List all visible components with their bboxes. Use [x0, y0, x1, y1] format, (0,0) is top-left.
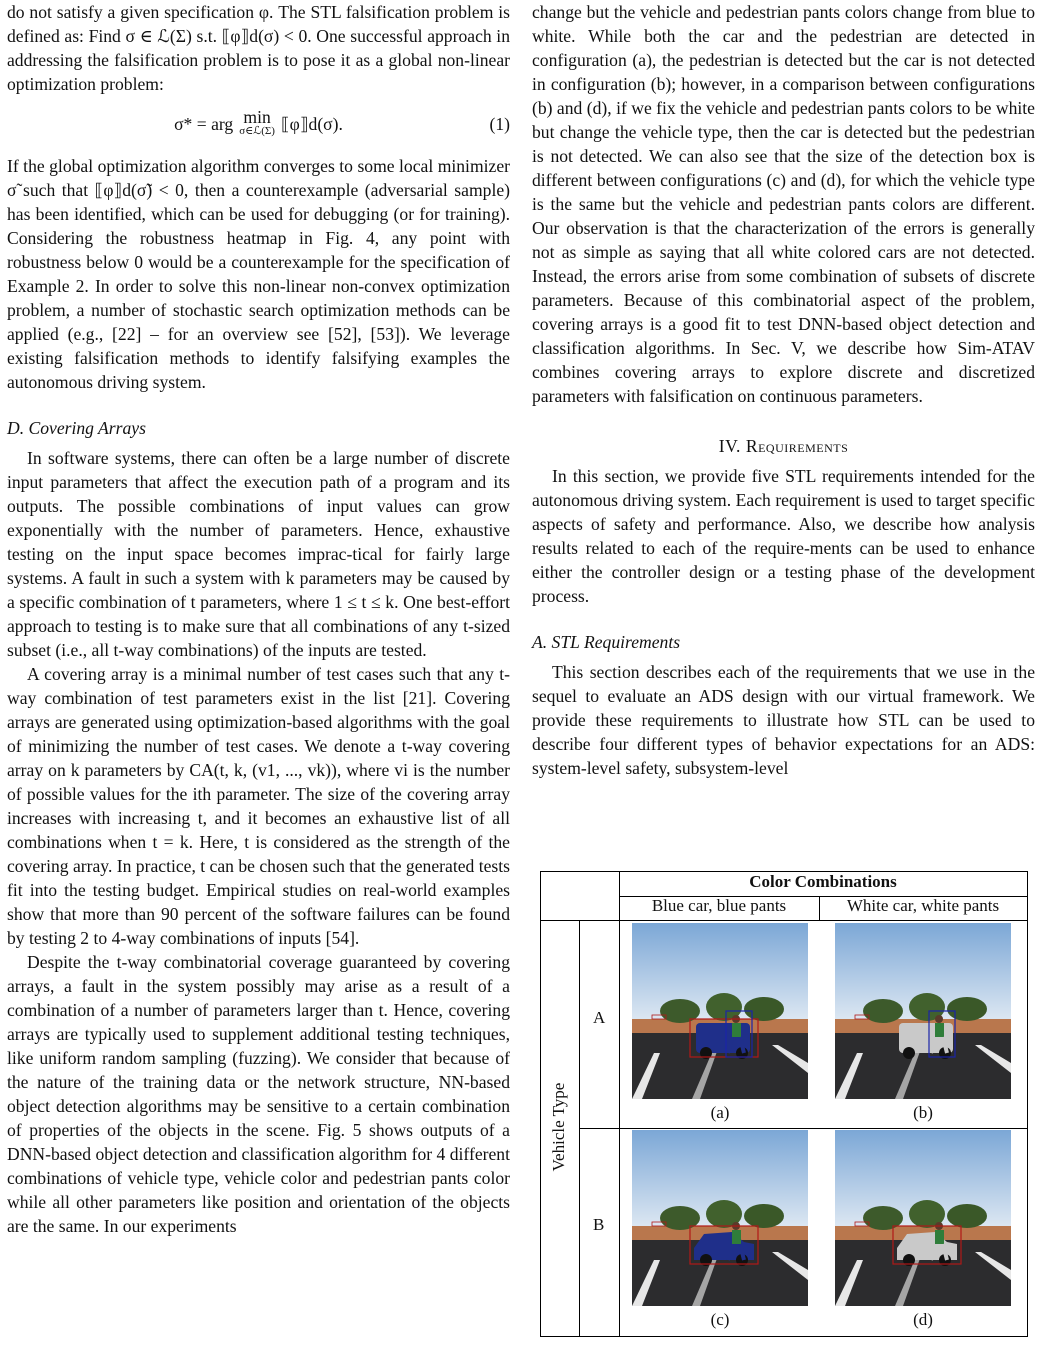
paragraph: change but the vehicle and pedestrian pants colors change from blue to white. While both the car and the pedestrian are detected in configuration (a), the pedestrian is detected but the car is not detected in configuration (b); however, in a comparison between configurations (b) and (d), if we fix the vehicle and pedestrian pants colors to be white but change the vehicle type, then the car is detected but the pedestrian is not detected. We can also see that the size of the detection box is different between configurations (c) and (d), for which the vehicle type is the same but the vehicle and pedestrian pants colors are different. Our observation is that the characterization of the errors is generally not as simple as saying that all white colored cars are not detected. Instead, the errors arise from some combination of subsets of discrete parameters. Because of this combinatorial aspect of the problem, covering arrays is a good fit to test DNN-based object detection and classification algorithms. In Sec. V, we describe how Sim-ATAV combines covering arrays to explore discrete and discretized parameters with falsification on continuous parameters.	[532, 2, 1035, 406]
paragraph: This section describes each of the requirements that we use in the sequel to evaluate an ADS design with our virtual framework. We provide these requirements to illustrate how STL can be used to describe four different types of behavior expectations for an ADS: system-level safety, subsystem-level	[532, 662, 1035, 778]
subfigure-label-d: (d)	[913, 1310, 933, 1329]
paragraph: In software systems, there can often be a large number of discrete input parameters that affect the execution path of a program and its outputs. The possible combinations of input values can grow exponentially with the number of parameters. Hence, exhaustive testing on the input space becomes imprac-tical for fairly large systems. A fault in such a system with k parameters may be caused by a specific combination of t parameters, where 1 ≤ t ≤ k. One best-effort approach to testing is to make sure that all combinations of any t-sized subset (i.e., all t-way combinations) of the inputs are tested.	[7, 448, 510, 660]
paragraph: do not satisfy a given specification φ. The STL falsification problem is defined as: Find σ ∈ ℒ(Σ) s.t. ⟦φ⟧d(σ) < 0. One successful approach in addressing the falsification problem is to pose it as a global non-linear optimization problem:	[7, 2, 510, 94]
scene-image-d	[835, 1130, 1011, 1306]
row-axis-label: Vehicle Type	[549, 1082, 568, 1172]
paragraph: In this section, we provide five STL requirements intended for the autonomous driving system. Each requirement is used to target specific aspects of safety and performance. Also, we describe how analysis results related to each of the require-ments can be used to enhance either the controller design or a testing phase of the development process.	[532, 466, 1035, 606]
equation-lhs: σ* = arg	[174, 114, 234, 134]
equation-min-op: min	[243, 107, 271, 127]
column-label-blue: Blue car, blue pants	[651, 896, 787, 915]
scene-image-b	[835, 923, 1011, 1099]
equation-min	[239, 107, 275, 138]
paragraph: Despite the t-way combinatorial coverage guaranteed by covering arrays, a fault in the system possibly may arise as a result of a combination of a number of parameters larger than t. Hence, covering arrays are typically used to supplement additional testing techniques, like uniform random sampling (fuzzing). We consider that because of the nature of the training data or the network structure, NN-based object detection algorithms may be sensitive to a certain combination of properties of the objects in the scene. Fig. 5 shows outputs of a DNN-based object detection and classification algorithm for 4 different combinations of vehicle type, vehicle color and pedestrian pants color while all other parameters like position and orientation of the objects are the same. In our experiments	[7, 952, 510, 1236]
subsection-heading: D. Covering Arrays	[7, 418, 146, 438]
subfigure-label-b: (b)	[913, 1103, 933, 1122]
equation-rhs: ⟦φ⟧d(σ).	[280, 114, 343, 134]
figure-table	[540, 871, 1028, 1337]
left-column	[7, 0, 510, 1238]
row-label-b: B	[593, 1215, 605, 1234]
subfigure-label-c: (c)	[710, 1310, 730, 1329]
section-heading: IV. Requirements	[718, 436, 849, 456]
equation-number: (1)	[489, 114, 510, 134]
right-column	[532, 0, 1035, 780]
column-label-white: White car, white pants	[846, 896, 1000, 915]
equation-1	[7, 100, 510, 148]
subfigure-label-a: (a)	[710, 1103, 730, 1122]
paragraph: A covering array is a minimal number of test cases such that any t-way combination of test parameters exist in the list [21]. Covering arrays are generated using optimization-based algorithms with the goal of minimizing the number of test cases. We denote a t-way covering array on k parameters by CA(t, k, (v1, ..., vk)), where vi is the number of possible values for the ith parameter. The size of the covering array increases with increasing t, and it becomes an exhaustive list of all combinations when t = k. Here, t is considered as the strength of the covering array. In practice, t can be chosen such that the generated tests fit into the testing budget. Empirical studies on real-world examples show that more than 90 percent of the software failures can be found by testing 2 to 4-way combinations of inputs [54].	[7, 664, 510, 948]
subsection-heading: A. STL Requirements	[532, 632, 681, 652]
scene-image-a	[632, 923, 808, 1099]
equation-min-sub: σ∈ℒ(Σ)	[239, 125, 275, 137]
paragraph: If the global optimization algorithm converges to some local minimizer σ̃ such that ⟦φ⟧d(σ̃) < 0, then a counterexample (adversarial sample) has been identified, which can be used for debugging (or for training). Considering the robustness heatmap in Fig. 4, any point with robustness below 0 would be a counterexample for the specification of Example 2. In order to solve this non-linear non-convex optimization problem, a number of stochastic search optimization methods can be applied (e.g., [22] – for an overview see [52], [53]). We leverage existing falsification methods to identify falsifying examples the autonomous driving system.	[7, 156, 510, 392]
scene-image-c	[632, 1130, 808, 1306]
figure-header: Color Combinations	[749, 872, 897, 891]
row-label-a: A	[593, 1008, 606, 1027]
